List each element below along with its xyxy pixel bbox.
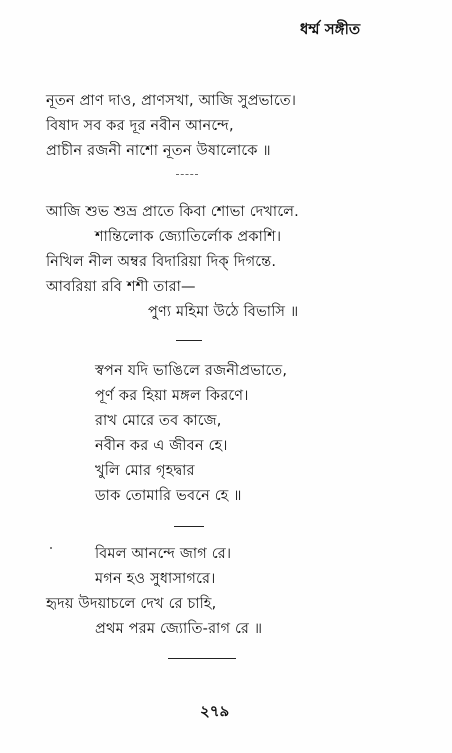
- closing-rule: [168, 658, 236, 659]
- print-speck: [50, 547, 52, 549]
- stanza-3-line-1: স্বপন যদি ভাঙিলে রজনীপ্রভাতে,: [95, 363, 288, 379]
- stanza-3-line-6: ডাক তোমারি ভবনে হে ॥: [95, 488, 242, 504]
- stanza-2-line-1: আজি শুভ শুভ্র প্রাতে কিবা শোভা দেখালে.: [46, 204, 299, 220]
- stanza-1-line-3: প্রাচীন রজনী নাশো নূতন উষালোকে ॥: [46, 143, 271, 159]
- stanza-3-line-4: নবীন কর এ জীবন হে।: [95, 438, 228, 454]
- stanza-2-line-4: আবরিয়া রবি শশী তারা—: [46, 279, 196, 295]
- page-header: ধর্ম্ম সঙ্গীত: [300, 20, 361, 38]
- stanza-2-line-5: পুণ্য মহিমা উঠে বিভাসি ॥: [148, 304, 299, 320]
- stanza-4-line-3: হৃদয় উদয়াচলে দেখ রে চাহি,: [46, 596, 217, 612]
- section-divider-1: [176, 174, 198, 175]
- stanza-1-line-2: বিষাদ সব কর দূর নবীন আনন্দে,: [46, 118, 234, 134]
- section-divider-3: [174, 526, 204, 527]
- stanza-4-line-1: বিমল আনন্দে জাগ রে।: [95, 546, 232, 562]
- stanza-1-line-1: নূতন প্রাণ দাও, প্রাণসখা, আজি সুপ্রভাতে।: [46, 93, 297, 109]
- page-number: ২৭৯: [200, 702, 230, 720]
- stanza-4-line-2: মগন হও সুধাসাগরে।: [95, 571, 216, 587]
- stanza-3-line-3: রাখ মোরে তব কাজে,: [95, 413, 222, 429]
- stanza-3-line-2: পূর্ণ কর হিয়া মঙ্গল কিরণে।: [95, 388, 249, 404]
- section-divider-2: [176, 340, 202, 341]
- stanza-2-line-2: শান্তিলোক জ্যোতির্লোক প্রকাশি।: [95, 229, 282, 245]
- stanza-3-line-5: খুলি মোর গৃহদ্বার: [95, 463, 195, 479]
- stanza-2-line-3: নিখিল নীল অম্বর বিদারিয়া দিক্ দিগন্তে.: [46, 254, 277, 270]
- stanza-4-line-4: প্রথম পরম জ্যোতি-রাগ রে ॥: [95, 621, 263, 637]
